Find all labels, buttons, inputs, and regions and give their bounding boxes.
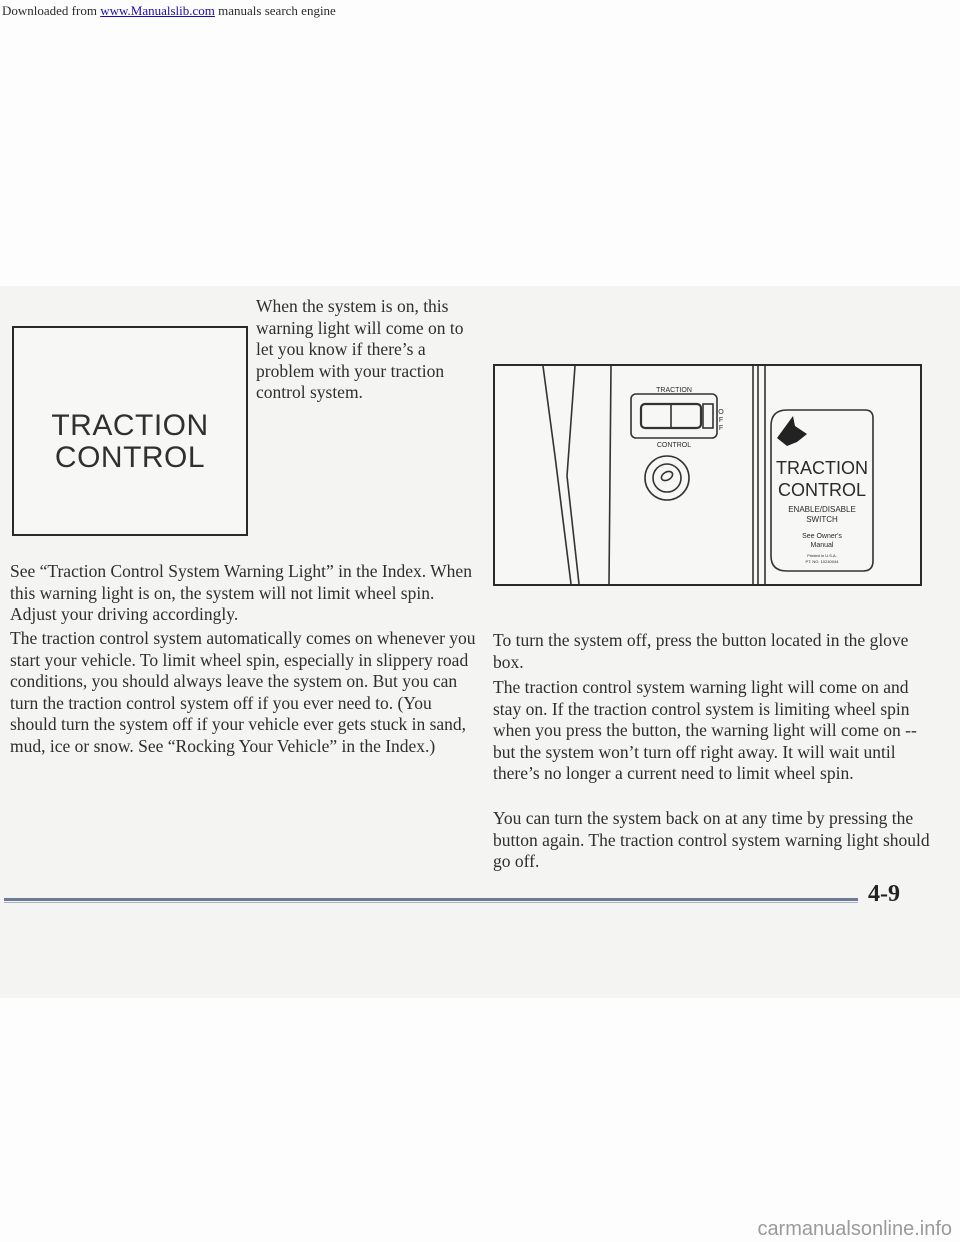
- switch-side-f1: F: [718, 417, 724, 424]
- banner-prefix: Downloaded from: [2, 3, 97, 18]
- label-sub-line2: SWITCH: [806, 515, 838, 524]
- label-sub-line1: ENABLE/DISABLE: [788, 505, 856, 514]
- automatic-paragraph: The traction control system automatically comes on whenever you start your vehicle. To limit wheel spin, especially in slippery road conditions, you should always leave the system on. But you can turn the traction control system off if you ever need to. (You should turn the system off if your vehicle ever gets stuck in sand, mud, ice or snow. See “Rocking Your Vehicle” in the Index.): [10, 628, 476, 756]
- warning-light-label: [14, 410, 246, 474]
- turn-off-paragraph: To turn the system off, press the button located in the glove box.: [493, 630, 909, 672]
- label-note-line2: Manual: [810, 542, 834, 549]
- switch-side-o: O: [718, 409, 724, 416]
- see-index-paragraph: See “Traction Control System Warning Light” in the Index. When this warning light is on, the system will not limit wheel spin. Adjust your driving accordingly.: [10, 561, 472, 624]
- label-tiny-line2: PT. NO. 10240044: [805, 559, 839, 564]
- warning-on-paragraph: The traction control system warning light will come on and stay on. If the traction control system is limiting wheel spin when you press the button, the warning light will come on -- but the system won’t turn off right away. It will wait until there’s no longer a current need to limit wheel spin.: [493, 677, 917, 783]
- arrow-icon: [777, 416, 807, 446]
- bottom-watermark: carmanualsonline.info: [757, 1218, 952, 1240]
- banner-suffix: manuals search engine: [218, 3, 336, 18]
- glove-box-switch-illustration: [493, 364, 922, 586]
- label-title-line1: TRACTION: [776, 458, 868, 478]
- warning-light-line1: TRACTION: [51, 409, 209, 442]
- footer-rule-thin: [4, 902, 858, 903]
- switch-drawing: [495, 366, 920, 584]
- download-banner: [0, 0, 960, 22]
- label-note-line1: See Owner's: [802, 533, 842, 540]
- warning-light-line2: CONTROL: [54, 441, 206, 474]
- turn-back-on-paragraph: You can turn the system back on at any time by pressing the button again. The traction control system warning light should go off.: [493, 808, 930, 871]
- intro-paragraph: When the system is on, this warning light will come on to let you know if there’s a problem with your traction control system.: [256, 296, 464, 402]
- manual-page: [0, 286, 960, 998]
- switch-bottom-label: CONTROL: [656, 442, 692, 449]
- footer-rule: [4, 898, 858, 901]
- page-number: 4-9: [868, 881, 900, 907]
- traction-control-warning-light: [12, 326, 248, 536]
- label-title-line2: CONTROL: [777, 480, 867, 500]
- manualslib-link[interactable]: www.Manualslib.com: [100, 3, 215, 18]
- switch-side-f2: F: [718, 425, 724, 432]
- label-tiny-line1: Printed in U.S.A.: [807, 553, 837, 558]
- switch-top-label: TRACTION: [656, 387, 692, 394]
